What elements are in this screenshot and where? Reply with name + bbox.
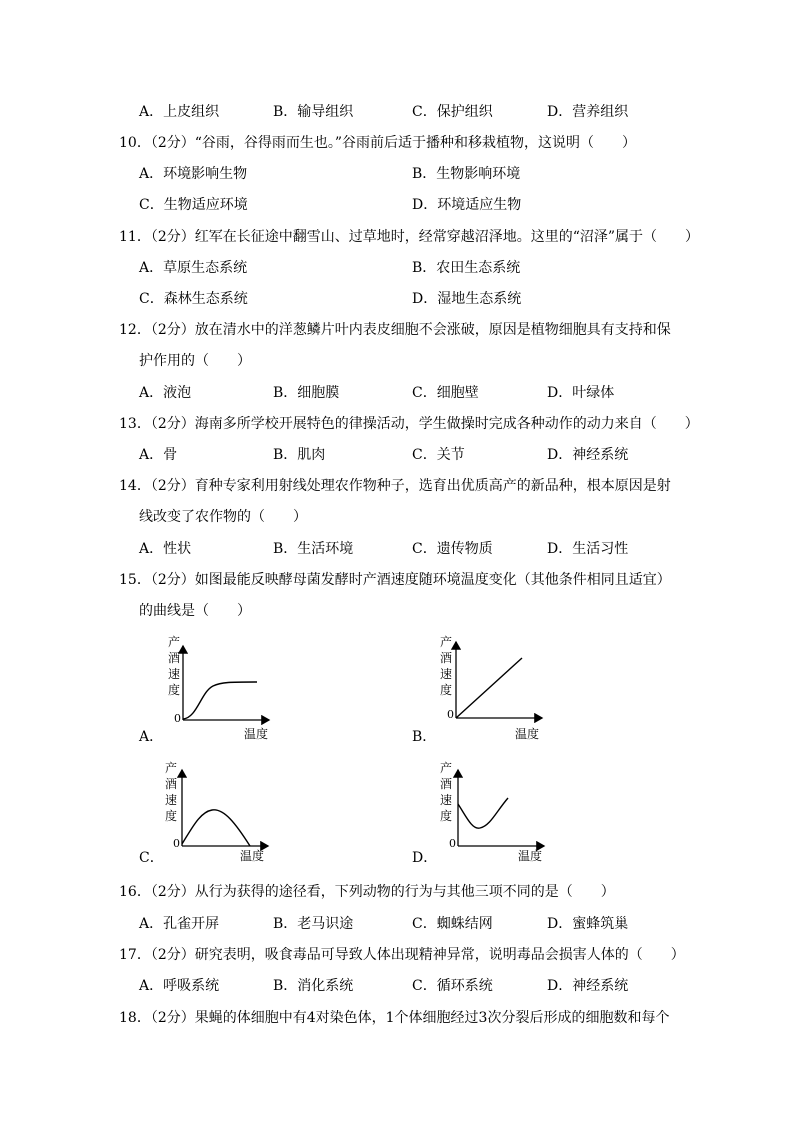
q15-graph-a-plot (175, 640, 275, 730)
q12-option-a[interactable]: A．液泡 (139, 385, 192, 401)
q15-graph-a-ylabel-2: 酒 (167, 651, 180, 665)
q14-option-c[interactable]: C．遗传物质 (412, 541, 493, 557)
q15-graph-c-ylabel-2: 酒 (164, 777, 177, 791)
q12-option-c[interactable]: C．细胞壁 (412, 385, 479, 401)
q15-graph-d-plot (450, 764, 550, 854)
q15-graph-b-curve (456, 658, 522, 718)
q11-option-b[interactable]: B．农田生态系统 (412, 260, 521, 276)
q9-option-b[interactable]: B．输导组织 (273, 104, 354, 120)
q17-option-c[interactable]: C．循环系统 (412, 978, 493, 994)
q15-graph-c-origin: 0 (173, 837, 180, 850)
q10-option-c[interactable]: C．生物适应环境 (139, 197, 248, 213)
q15-graph-c-ylabel-3: 速 (164, 793, 177, 807)
q12-stem-line2: 护作用的（ ） (139, 353, 251, 369)
q12-option-b[interactable]: B．细胞膜 (273, 385, 340, 401)
q16-stem: 16．（2分）从行为获得的途径看，下列动物的行为与其他三项不同的是（ ） (119, 884, 615, 900)
q15-graph-b-origin: 0 (447, 708, 454, 721)
q14-stem-line2: 线改变了农作物的（ ） (139, 509, 307, 525)
q14-stem-line1: 14．（2分）育种专家利用射线处理农作物种子，选育出优质高产的新品种，根本原因是射 (119, 478, 671, 494)
q10-stem: 10．（2分）“谷雨，谷得雨而生也。”谷雨前后适于播种和移栽植物，这说明（ ） (119, 135, 637, 151)
q15-graph-a-xlabel: 温度 (244, 727, 269, 741)
q15-graph-a-ylabel-1: 产 (167, 635, 180, 649)
q15-graph-b-plot (448, 636, 548, 726)
q17-stem: 17．（2分）研究表明，吸食毒品可导致人体出现精神异常，说明毒品会损害人体的（ ） (119, 947, 685, 963)
q15-graph-d-ylabel-4: 度 (439, 809, 452, 823)
q15-graph-d-xlabel: 温度 (518, 849, 543, 863)
q17-option-a[interactable]: A．呼吸系统 (139, 978, 220, 994)
q15-graph-b-ylabel-4: 度 (439, 683, 452, 697)
q11-stem: 11．（2分）红军在长征途中翻雪山、过草地时，经常穿越沼泽地。这里的“沼泽”属于（ ） (119, 229, 700, 245)
q14-option-a[interactable]: A．性状 (139, 541, 192, 557)
q15-graph-d-ylabel-3: 速 (439, 793, 452, 807)
q15-graph-c-plot (174, 764, 274, 854)
q16-option-c[interactable]: C．蜘蛛结网 (412, 916, 493, 932)
q15-graph-d-origin: 0 (449, 837, 456, 850)
q17-option-b[interactable]: B．消化系统 (273, 978, 354, 994)
q13-option-d[interactable]: D．神经系统 (547, 447, 629, 463)
q14-option-d[interactable]: D．生活习性 (547, 541, 629, 557)
q15-graph-a-curve (183, 682, 257, 719)
q10-option-a[interactable]: A．环境影响生物 (139, 166, 248, 182)
q15-graph-d-label: D． (412, 850, 438, 866)
q14-option-b[interactable]: B．生活环境 (273, 541, 354, 557)
q12-option-d[interactable]: D．叶绿体 (547, 385, 615, 401)
q18-stem: 18．（2分）果蝇的体细胞中有4对染色体，1个体细胞经过3次分裂后形成的细胞数和每个 (119, 1010, 670, 1026)
q9-option-a[interactable]: A．上皮组织 (139, 104, 220, 120)
q17-option-d[interactable]: D．神经系统 (547, 978, 629, 994)
q15-graph-d-ylabel-2: 酒 (439, 777, 452, 791)
q15-graph-c-curve (182, 810, 250, 846)
q15-graph-b-label: B． (412, 729, 437, 745)
q12-stem-line1: 12．（2分）放在清水中的洋葱鳞片叶内表皮细胞不会涨破，原因是植物细胞具有支持和保 (119, 322, 671, 338)
q13-option-a[interactable]: A．骨 (139, 447, 178, 463)
q15-stem-line2: 的曲线是（ ） (139, 603, 251, 619)
q10-option-b[interactable]: B．生物影响环境 (412, 166, 521, 182)
q15-graph-d-ylabel-1: 产 (439, 761, 452, 775)
q13-stem: 13．（2分）海南多所学校开展特色的律操活动，学生做操时完成各种动作的动力来自（ ） (119, 416, 699, 432)
q15-graph-c-ylabel-4: 度 (164, 809, 177, 823)
q15-graph-c-ylabel-1: 产 (164, 761, 177, 775)
q11-option-a[interactable]: A．草原生态系统 (139, 260, 248, 276)
q13-option-c[interactable]: C．关节 (412, 447, 465, 463)
q15-stem-line1: 15．（2分）如图最能反映酵母菌发酵时产酒速度随环境温度变化（其他条件相同且适宜） (119, 572, 671, 588)
q15-graph-d-curve (458, 798, 508, 828)
q16-option-a[interactable]: A．孔雀开屏 (139, 916, 220, 932)
q10-option-d[interactable]: D．环境适应生物 (412, 197, 522, 213)
q15-graph-a-ylabel-4: 度 (167, 683, 180, 697)
q16-option-b[interactable]: B．老马识途 (273, 916, 354, 932)
q11-option-d[interactable]: D．湿地生态系统 (412, 291, 522, 307)
q15-graph-b-xlabel: 温度 (515, 727, 540, 741)
q16-option-d[interactable]: D．蜜蜂筑巢 (547, 916, 629, 932)
q15-graph-b-ylabel-2: 酒 (439, 651, 452, 665)
q9-option-c[interactable]: C．保护组织 (412, 104, 493, 120)
q15-graph-b-ylabel-1: 产 (439, 635, 452, 649)
q9-option-d[interactable]: D．营养组织 (547, 104, 629, 120)
q13-option-b[interactable]: B．肌肉 (273, 447, 326, 463)
q15-graph-a-ylabel-3: 速 (167, 667, 180, 681)
q15-graph-c-xlabel: 温度 (240, 849, 265, 863)
q15-graph-a-label: A． (139, 729, 164, 745)
q15-graph-a-origin: 0 (174, 712, 181, 725)
q11-option-c[interactable]: C．森林生态系统 (139, 291, 248, 307)
q15-graph-b-ylabel-3: 速 (439, 667, 452, 681)
q15-graph-c-label: C． (139, 850, 164, 866)
